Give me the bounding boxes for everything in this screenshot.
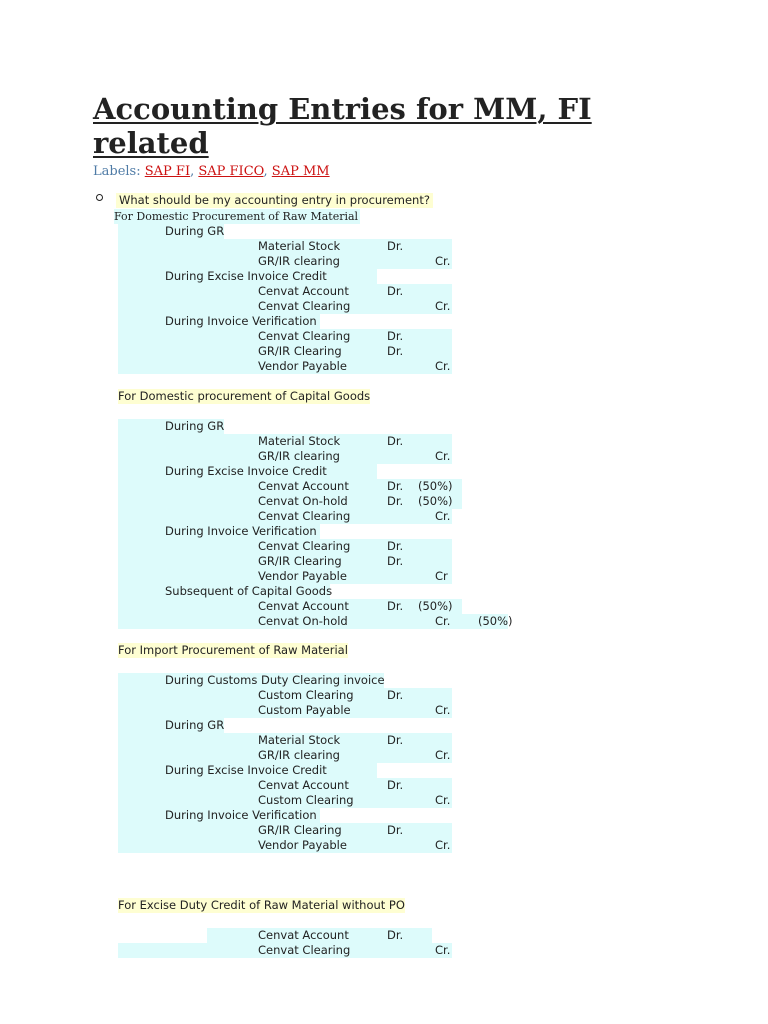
circle-bullet-icon <box>96 194 103 201</box>
debit-marker: Dr. <box>387 284 404 298</box>
labels-line: Labels: SAP FI, SAP FICO, SAP MM <box>93 164 330 179</box>
percent-value: (50%) <box>478 614 513 628</box>
percent-value: (50%) <box>418 479 453 493</box>
account-name: GR/IR clearing <box>258 449 340 463</box>
entry-stage-label: During GR <box>165 224 225 238</box>
account-name: Material Stock <box>258 239 341 253</box>
account-name: Cenvat On-hold <box>258 614 348 628</box>
debit-marker: Dr. <box>387 928 404 942</box>
entry-stage-label: During GR <box>165 419 225 433</box>
entry-stage-label: During Invoice Verification <box>165 808 317 822</box>
debit-marker: Dr. <box>387 494 404 508</box>
entry-stage-label: Subsequent of Capital Goods <box>165 584 333 598</box>
entry-stage-label: During Excise Invoice Credit <box>165 763 327 777</box>
entry-stage-label: During Excise Invoice Credit <box>165 269 327 283</box>
section-heading: For Import Procurement of Raw Material <box>118 643 348 657</box>
section-heading: For Excise Duty Credit of Raw Material without PO <box>118 898 405 912</box>
debit-marker: Dr. <box>387 344 404 358</box>
account-name: Vendor Payable <box>258 569 347 583</box>
debit-marker: Dr. <box>387 733 404 747</box>
account-name: Cenvat Clearing <box>258 943 351 957</box>
entry-stage-label: During Excise Invoice Credit <box>165 464 327 478</box>
account-name: Cenvat Account <box>258 284 349 298</box>
account-name: GR/IR clearing <box>258 748 340 762</box>
account-name: Cenvat Account <box>258 599 349 613</box>
entry-stage-label: During Customs Duty Clearing invoice <box>165 673 385 687</box>
account-name: GR/IR Clearing <box>258 554 342 568</box>
account-name: GR/IR clearing <box>258 254 340 268</box>
section-heading: For Domestic procurement of Capital Goods <box>118 389 371 403</box>
label-link-sap-fi[interactable]: SAP FI <box>144 164 191 179</box>
credit-marker: Cr. <box>435 838 451 852</box>
entry-stage-label: During Invoice Verification <box>165 524 317 538</box>
debit-marker: Dr. <box>387 329 404 343</box>
credit-marker: Cr. <box>435 943 451 957</box>
account-name: Custom Clearing <box>258 688 354 702</box>
account-name: Cenvat On-hold <box>258 494 348 508</box>
credit-marker: Cr. <box>435 703 451 717</box>
question-text: What should be my accounting entry in procurement? <box>116 193 433 208</box>
debit-marker: Dr. <box>387 688 404 702</box>
account-name: Cenvat Clearing <box>258 509 351 523</box>
account-name: Custom Payable <box>258 703 351 717</box>
account-name: Cenvat Account <box>258 479 349 493</box>
credit-marker: Cr. <box>435 793 451 807</box>
credit-marker: Cr. <box>435 359 451 373</box>
labels-prefix: Labels: <box>93 164 141 179</box>
account-name: Cenvat Account <box>258 778 349 792</box>
debit-marker: Dr. <box>387 479 404 493</box>
credit-marker: Cr. <box>435 299 451 313</box>
credit-marker: Cr. <box>435 254 451 268</box>
percent-value: (50%) <box>418 494 453 508</box>
credit-marker: Cr. <box>435 509 451 523</box>
entry-stage-label: During GR <box>165 718 225 732</box>
credit-marker: Cr. <box>435 748 451 762</box>
debit-marker: Dr. <box>387 434 404 448</box>
percent-value: (50%) <box>418 599 453 613</box>
account-name: Custom Clearing <box>258 793 354 807</box>
account-name: Vendor Payable <box>258 359 347 373</box>
debit-marker: Dr. <box>387 823 404 837</box>
account-name: Material Stock <box>258 733 341 747</box>
debit-marker: Dr. <box>387 539 404 553</box>
credit-marker: Cr. <box>435 614 451 628</box>
entry-stage-label: During Invoice Verification <box>165 314 317 328</box>
account-name: GR/IR Clearing <box>258 823 342 837</box>
credit-marker: Cr. <box>435 449 451 463</box>
account-name: Vendor Payable <box>258 838 347 852</box>
account-name: Cenvat Clearing <box>258 539 351 553</box>
account-name: Cenvat Clearing <box>258 299 351 313</box>
page-title: Accounting Entries for MM, FI related <box>93 92 592 160</box>
account-name: Material Stock <box>258 434 341 448</box>
label-link-sap-fico[interactable]: SAP FICO <box>198 164 264 179</box>
debit-marker: Dr. <box>387 239 404 253</box>
debit-marker: Dr. <box>387 778 404 792</box>
account-name: Cenvat Clearing <box>258 329 351 343</box>
credit-marker: Cr <box>435 569 448 583</box>
label-link-sap-mm[interactable]: SAP MM <box>271 164 330 179</box>
debit-marker: Dr. <box>387 554 404 568</box>
debit-marker: Dr. <box>387 599 404 613</box>
account-name: Cenvat Account <box>258 928 349 942</box>
account-name: GR/IR Clearing <box>258 344 342 358</box>
section-heading: For Domestic Procurement of Raw Material <box>114 210 359 223</box>
